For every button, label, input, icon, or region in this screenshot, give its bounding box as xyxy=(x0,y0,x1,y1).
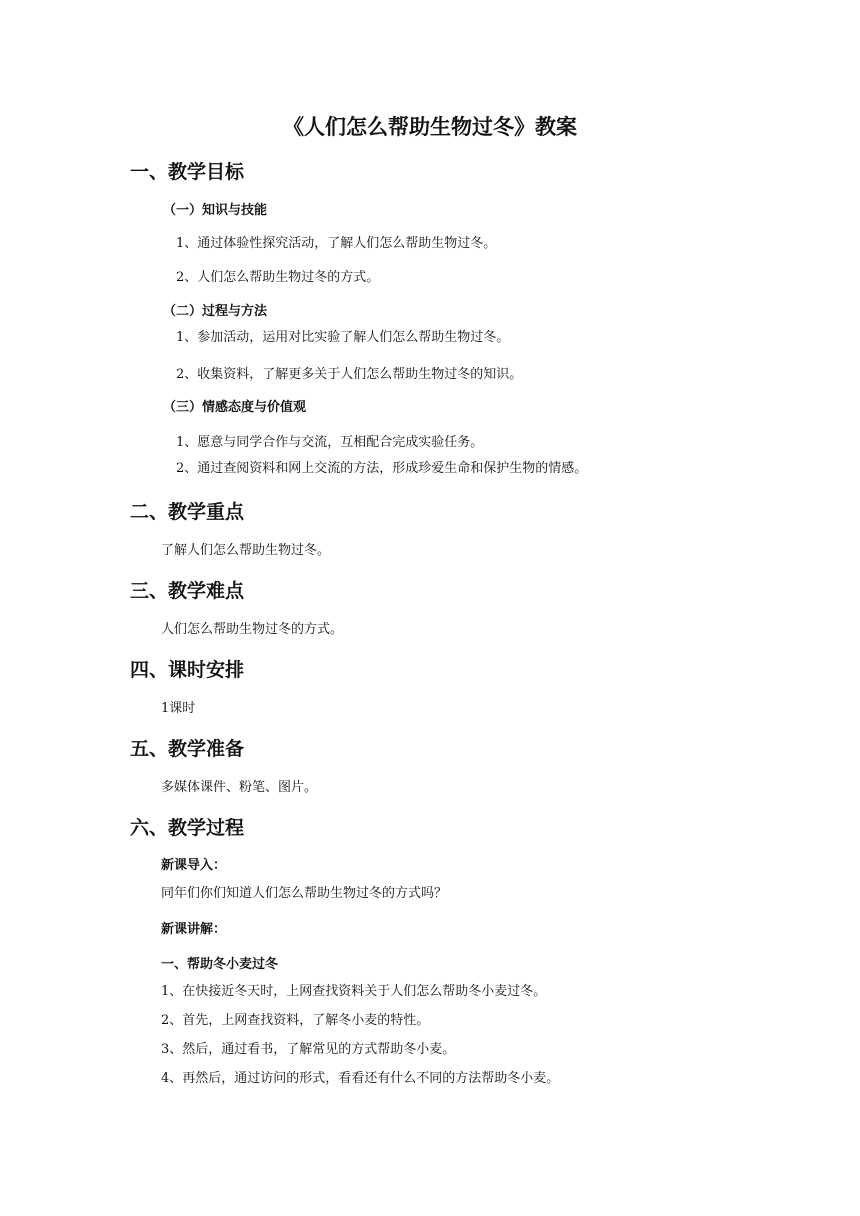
list-item: 1、参加活动，运用对比实验了解人们怎么帮助生物过冬。 xyxy=(176,330,510,345)
list-item: 1、在快接近冬天时，上网查找资料关于人们怎么帮助冬小麦过冬。 xyxy=(161,984,547,999)
list-item: 2、通过查阅资料和网上交流的方法，形成珍爱生命和保护生物的情感。 xyxy=(176,461,588,476)
subsection-heading-emotion-values: （三）情感态度与价值观 xyxy=(163,400,307,415)
section-text: 了解人们怎么帮助生物过冬。 xyxy=(161,543,331,558)
list-item: 3、然后，通过看书，了解常见的方式帮助冬小麦。 xyxy=(161,1042,456,1057)
intro-label: 新课导入： xyxy=(161,858,227,873)
list-item: 2、首先，上网查找资料，了解冬小麦的特性。 xyxy=(161,1013,430,1028)
section-heading-preparation: 五、教学准备 xyxy=(130,738,245,760)
part-heading-winter-wheat: 一、帮助冬小麦过冬 xyxy=(161,957,279,972)
subsection-heading-process-methods: （二）过程与方法 xyxy=(163,304,268,319)
section-heading-class-schedule: 四、课时安排 xyxy=(130,659,245,681)
section-text: 人们怎么帮助生物过冬的方式。 xyxy=(161,622,344,637)
document-title: 《人们怎么帮助生物过冬》教案 xyxy=(283,115,577,139)
list-item: 2、人们怎么帮助生物过冬的方式。 xyxy=(176,270,380,285)
intro-text: 同年们你们知道人们怎么帮助生物过冬的方式吗？ xyxy=(161,886,448,901)
section-text: 多媒体课件、粉笔、图片。 xyxy=(161,780,318,795)
list-item: 1、通过体验性探究活动，了解人们怎么帮助生物过冬。 xyxy=(176,236,497,251)
subsection-heading-knowledge-skills: （一）知识与技能 xyxy=(163,203,268,218)
section-heading-teaching-process: 六、教学过程 xyxy=(130,817,245,839)
list-item: 4、再然后，通过访问的形式，看看还有什么不同的方法帮助冬小麦。 xyxy=(161,1071,560,1086)
lecture-label: 新课讲解： xyxy=(161,922,227,937)
section-heading-teaching-objectives: 一、教学目标 xyxy=(130,161,245,183)
section-heading-key-points: 二、教学重点 xyxy=(130,501,245,523)
section-text: 1课时 xyxy=(161,701,196,716)
section-heading-difficult-points: 三、教学难点 xyxy=(130,580,245,602)
list-item: 1、愿意与同学合作与交流，互相配合完成实验任务。 xyxy=(176,435,484,450)
list-item: 2、收集资料，了解更多关于人们怎么帮助生物过冬的知识。 xyxy=(176,367,523,382)
